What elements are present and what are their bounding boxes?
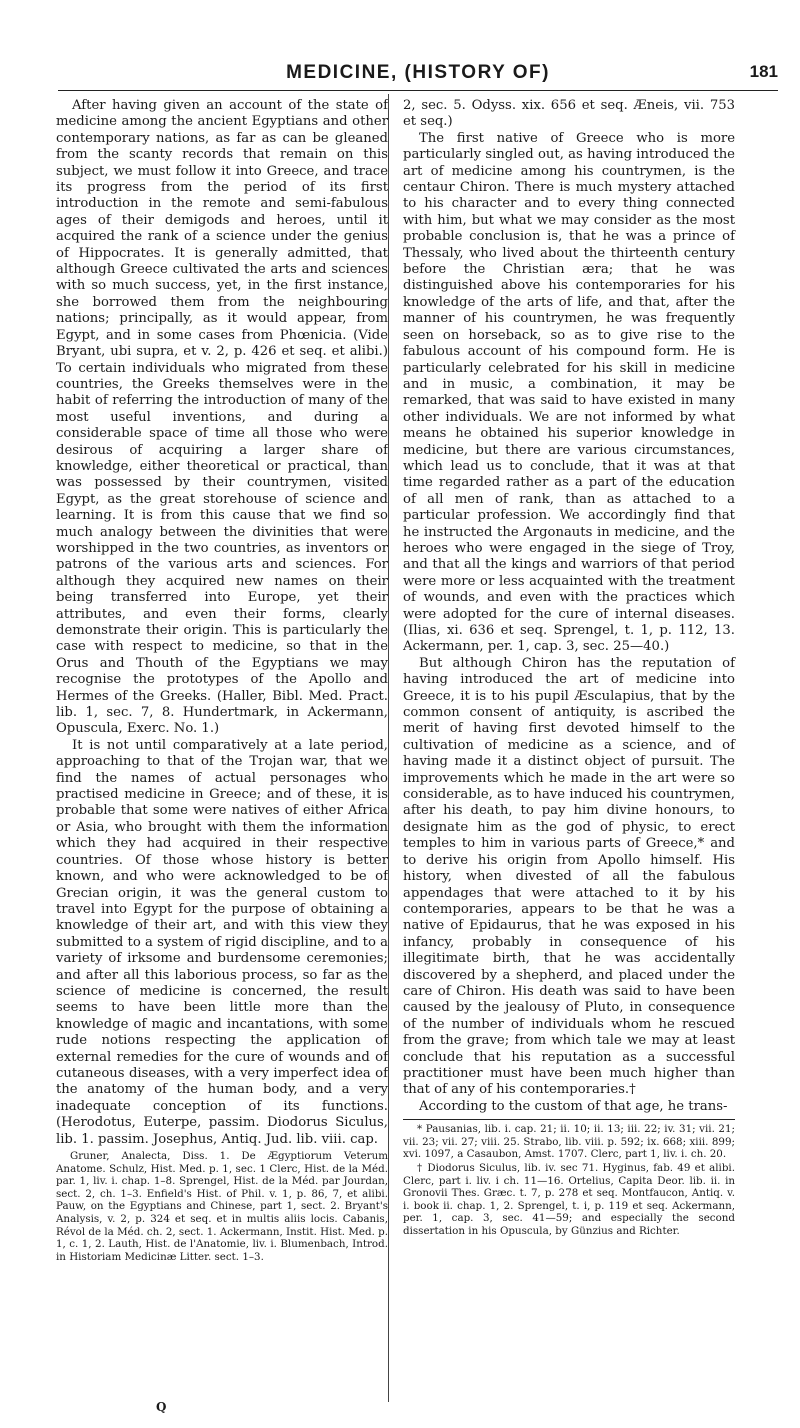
left-column (56, 98, 388, 1263)
references: Gruner, Analecta, Diss. 1. De Ægyptiorum Veterum Anatome. Schulz, Hist. Med. p. 1, sec. 1 Clerc, Hist. de la Méd. par. 1, liv. i. chap. 1–8. Sprengel, Hist. de la Méd. par Jourdan, sect. 2, ch. 1–3. Enfield's Hist. of Phil. v. 1, p. 86, 7, et alibi. Pauw, on the Egyptians and Chinese, part 1, sect. 2. Bryant's Analysis, v. 2, p. 324 et seq. et in multis aliis locis. Cabanis, Révol de la Méd. ch. 2, sect. 1. Ackermann, Instit. Hist. Med. p. 1, c. 1, 2. Lauth, Hist. de l'Anatomie, liv. i. Blumenbach, Introd. in Historiam Medicinæ Litter. sect. 1–3. (56, 1150, 388, 1263)
signature-mark: Q (156, 1400, 167, 1414)
footnote: * Pausanias, lib. i. cap. 21; ii. 10; ii. 13; iii. 22; iv. 31; vii. 21; vii. 23; vii. 27; viii. 25. Strabo, lib. viii. p. 592; ix. 668; xiii. 899; xvi. 1097, a Casaubon, Amst. 1707. Clerc, part 1, liv. i. ch. 20. (403, 1123, 735, 1161)
paragraph: It is not until comparatively at a late period, approaching to that of the Trojan war, that we find the names of actual personages who practised medicine in Greece; and of these, it is probable that some were natives of either Africa or Asia, who brought with them the information which they had acquired in their respective countries. Of those whose history is better known, and who were acknowledged to be of Grecian origin, it was the general custom to travel into Egypt for the purpose of obtaining a knowledge of their art, and with this view they submitted to a system of rigid discipline, and to a variety of irksome and burdensome ceremonies; and after all this laborious process, so far as the science of medicine is concerned, the result seems to have been little more than the knowledge of magic and incantations, with some rude notions respecting the application of external remedies for the cure of wounds and of cutaneous diseases, with a very imperfect idea of the anatomy of the human body, and a very inadequate conception of its functions. (Herodotus, Euterpe, passim. Diodorus Siculus, lib. 1. passim. Josephus, Antiq. Jud. lib. viii. cap. (56, 737, 388, 1147)
footnote: † Diodorus Siculus, lib. iv. sec 71. Hyginus, fab. 49 et alibi. Clerc, part i. liv. i ch. 11—16. Ortelius, Capita Deor. lib. ii. in Gronovii Thes. Græc. t. 7, p. 278 et seq. Montfaucon, Antiq. v. i. book ii. chap. 1, 2. Sprengel, t. i, p. 119 et seq. Ackermann, per. 1, cap. 3, sec. 41—59; and especially the second dissertation in his Opuscula, by Günzius and Richter. (403, 1161, 735, 1237)
column-divider (388, 94, 389, 1402)
footnotes (403, 1123, 735, 1237)
paragraph: After having given an account of the state of medicine among the ancient Egyptians and other contemporary nations, as far as can be gleaned from the scanty records that remain on this subject, we must follow it into Greece, and trace its progress from the period of its first introduction in the remote and semi-fabulous ages of their demigods and heroes, until it acquired the rank of a science under the genius of Hippocrates. It is generally admitted, that although Greece cultivated the arts and sciences with so much success, yet, in the first instance, she borrowed them from the neighbouring nations; principally, as it would appear, from Egypt, and in some cases from Phœnicia. (Vide Bryant, ubi supra, et v. 2, p. 426 et seq. et alibi.) To certain individuals who migrated from these countries, the Greeks themselves were in the habit of referring the introduction of many of the most useful inventions, and during a considerable space of time all those who were desirous of acquiring a larger share of knowledge, either theoretical or practical, than was possessed by their countrymen, visited Egypt, as the great storehouse of science and learning. It is from this cause that we find so much analogy between the divinities that were worshipped in the two countries, as inventors or patrons of the various arts and sciences. For although they acquired new names on their being transferred into Europe, yet their attributes, and even their forms, clearly demonstrate their origin. This is particularly the case with respect to medicine, so that in the Orus and Thouth of the Egyptians we may recognise the prototypes of the Apollo and Hermes of the Greeks. (Haller, Bibl. Med. Pract. lib. 1, sec. 7, 8. Hundertmark, in Ackermann, Opuscula, Exerc. No. 1.) (56, 98, 388, 737)
reference-list (56, 1150, 388, 1263)
header-rule (58, 90, 778, 91)
right-column (403, 98, 735, 1239)
paragraph: But although Chiron has the reputation of having introduced the art of medicine into Greece, it is to his pupil Æsculapius, that by the common consent of antiquity, is ascribed the merit of having first devoted himself to the cultivation of medicine as a science, and of having made it a distinct object of pursuit. The improvements which he made in the art were so considerable, as to have induced his countrymen, after his death, to pay him divine honours, to designate him as the god of physic, to erect temples to him in various parts of Greece,* and to derive his origin from Apollo himself. His history, when divested of all the fabulous appendages that were attached to it by his contemporaries, appears to be that he was a native of Epidaurus, that he was exposed in his infancy, probably in consequence of his illegitimate birth, that he was accidentally discovered by a shepherd, and placed under the care of Chiron. His death was said to have been caused by the jealousy of Pluto, in consequence of the number of individuals whom he rescued from the grave; from which tale we may at least conclude that his reputation as a successful practitioner must have been much higher than that of any of his contemporaries.† (403, 655, 735, 1098)
paragraph: The first native of Greece who is more particularly singled out, as having introduced the art of medicine among his countrymen, is the centaur Chiron. There is much mystery attached to his character and to every thing connected with him, but what we may consider as the most probable conclusion is, that he was a prince of Thessaly, who lived about the thirteenth century before the Christian æra; that he was distinguished above his contemporaries for his knowledge of the arts of life, and that, after the manner of his countrymen, he was frequently seen on horseback, so as to give rise to the fabulous account of his compound form. He is particularly celebrated for his skill in medicine and in music, a combination, it may be remarked, that was said to have existed in many other individuals. We are not informed by what means he obtained his superior knowledge in medicine, but there are various circumstances, which lead us to conclude, that it was at that time regarded rather as a part of the education of all men of rank, than as attached to a particular profession. We accordingly find that he instructed the Argonauts in medicine, and the heroes who were engaged in the siege of Troy, and that all the kings and warriors of that period were more or less acquainted with the treatment of wounds, and even with the practices which were adopted for the cure of internal diseases. (Ilias, xi. 636 et seq. Sprengel, t. 1, p. 112, 13. Ackermann, per. 1, cap. 3, sec. 25—40.) (403, 130, 735, 655)
footnote-rule (403, 1119, 735, 1120)
paragraph: According to the custom of that age, he trans- (419, 1098, 728, 1114)
page-number: 181 (749, 62, 778, 81)
running-title: MEDICINE, (HISTORY OF) (286, 62, 550, 83)
continued-citation: 2, sec. 5. Odyss. xix. 656 et seq. Æneis, vii. 753 et seq.) (403, 98, 735, 130)
page-header (58, 62, 778, 90)
